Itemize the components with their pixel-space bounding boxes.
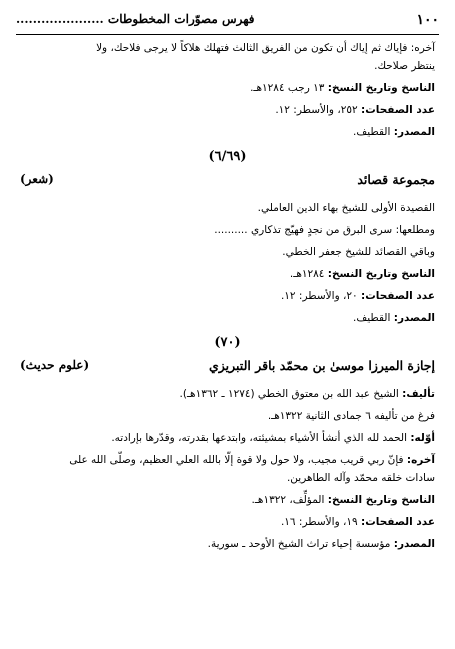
pages-value: ٢٠، والأسطر: ١٢. (280, 290, 361, 302)
copyist-field (20, 266, 435, 282)
copyist-label: الناسخ وتاريخ النسخ: (327, 494, 435, 506)
page-number: ١٠٠ (416, 12, 439, 28)
copyist-label: الناسخ وتاريخ النسخ: (327, 82, 435, 94)
pages-label: عدد الصفحات: (361, 104, 435, 116)
pages-value: ١٩، والأسطر: ١٦. (280, 516, 361, 528)
entry-70 (20, 334, 435, 552)
entry-title: مجموعة قصائد (357, 172, 435, 187)
entry-title-row (20, 172, 435, 192)
page-content (20, 40, 435, 558)
source-value: القطيف. (352, 312, 394, 324)
source-label: المصدر: (393, 126, 435, 138)
pages-field (20, 288, 435, 304)
ending-value: فإنّ ربي قريب مجيب، ولا حول ولا قوة إلّا بالله العلي العظيم، وصلّى الله على (69, 454, 407, 466)
source-field (20, 310, 435, 326)
description-line-3: وباقي القصائد للشيخ جعفر الخطي. (282, 246, 435, 258)
copyist-field (20, 492, 435, 508)
entry-69 (20, 148, 435, 326)
copyist-value: ١٢٨٤هـ. (289, 268, 328, 280)
entry-number: (٧٠) (214, 335, 241, 350)
header-rule (16, 34, 439, 35)
ending-field (20, 452, 435, 468)
entry-previous (20, 40, 435, 140)
description-line-1: القصيدة الأولى للشيخ بهاء الدين العاملي. (257, 202, 435, 214)
ending-text-line-1: آخره: فإياك ثم إياك أن تكون من الفريق الثالث فتهلك هلاكاً لا يرجى فلاحك، ولا (96, 42, 435, 54)
running-title: فهرس مصوّرات المخطوطات ..................... (16, 12, 255, 26)
beginning-value: الحمد لله الذي أنشأ الأشياء بمشيئته، وابتدعها بقدرته، وقدّرها بإرادته. (111, 432, 411, 444)
copyist-label: الناسخ وتاريخ النسخ: (327, 268, 435, 280)
author-field (20, 386, 435, 402)
beginning-field (20, 430, 435, 446)
pages-field (20, 102, 435, 118)
source-value: مؤسسة إحياء تراث الشيخ الأوحد ـ سورية. (207, 538, 394, 550)
copyist-value: ١٣ رجب ١٢٨٤هـ. (250, 82, 328, 94)
source-field (20, 124, 435, 140)
entry-category: (شعر) (20, 172, 54, 186)
ending-text-line-2: ينتظر صلاحك. (374, 60, 435, 72)
description-line-2: ومطلعها: سرى البرق من نجدٍ فهيّج تذكاري .......... (214, 224, 435, 236)
source-label: المصدر: (393, 538, 435, 550)
finished-date: فرغ من تأليفه ٦ جمادى الثانية ١٣٢٢هـ. (267, 410, 435, 422)
entry-title-row (20, 358, 435, 378)
page-header (16, 12, 439, 32)
pages-field (20, 514, 435, 530)
ending-label: آخره: (406, 454, 435, 466)
copyist-field (20, 80, 435, 96)
pages-value: ٢٥٢، والأسطر: ١٢. (275, 104, 361, 116)
pages-label: عدد الصفحات: (361, 516, 435, 528)
source-value: القطيف. (352, 126, 394, 138)
source-field (20, 536, 435, 552)
entry-title: إجازة الميرزا موسىٰ بن محمّد باقر التبريزي (208, 358, 435, 373)
copyist-value: المؤلِّف، ١٣٢٢هـ. (251, 494, 328, 506)
author-value: الشيخ عبد الله بن معتوق الخطي (١٢٧٤ ـ ١٣٦٢هـ). (179, 388, 403, 400)
entry-category: (علوم حديث) (20, 358, 90, 372)
beginning-label: أوّله: (410, 432, 435, 444)
ending-line-2: سادات خلقه محمّد وآله الطاهرين. (286, 472, 435, 484)
pages-label: عدد الصفحات: (361, 290, 435, 302)
source-label: المصدر: (393, 312, 435, 324)
author-label: تأليف: (402, 388, 435, 400)
entry-number: (٦/٦٩) (208, 149, 247, 164)
